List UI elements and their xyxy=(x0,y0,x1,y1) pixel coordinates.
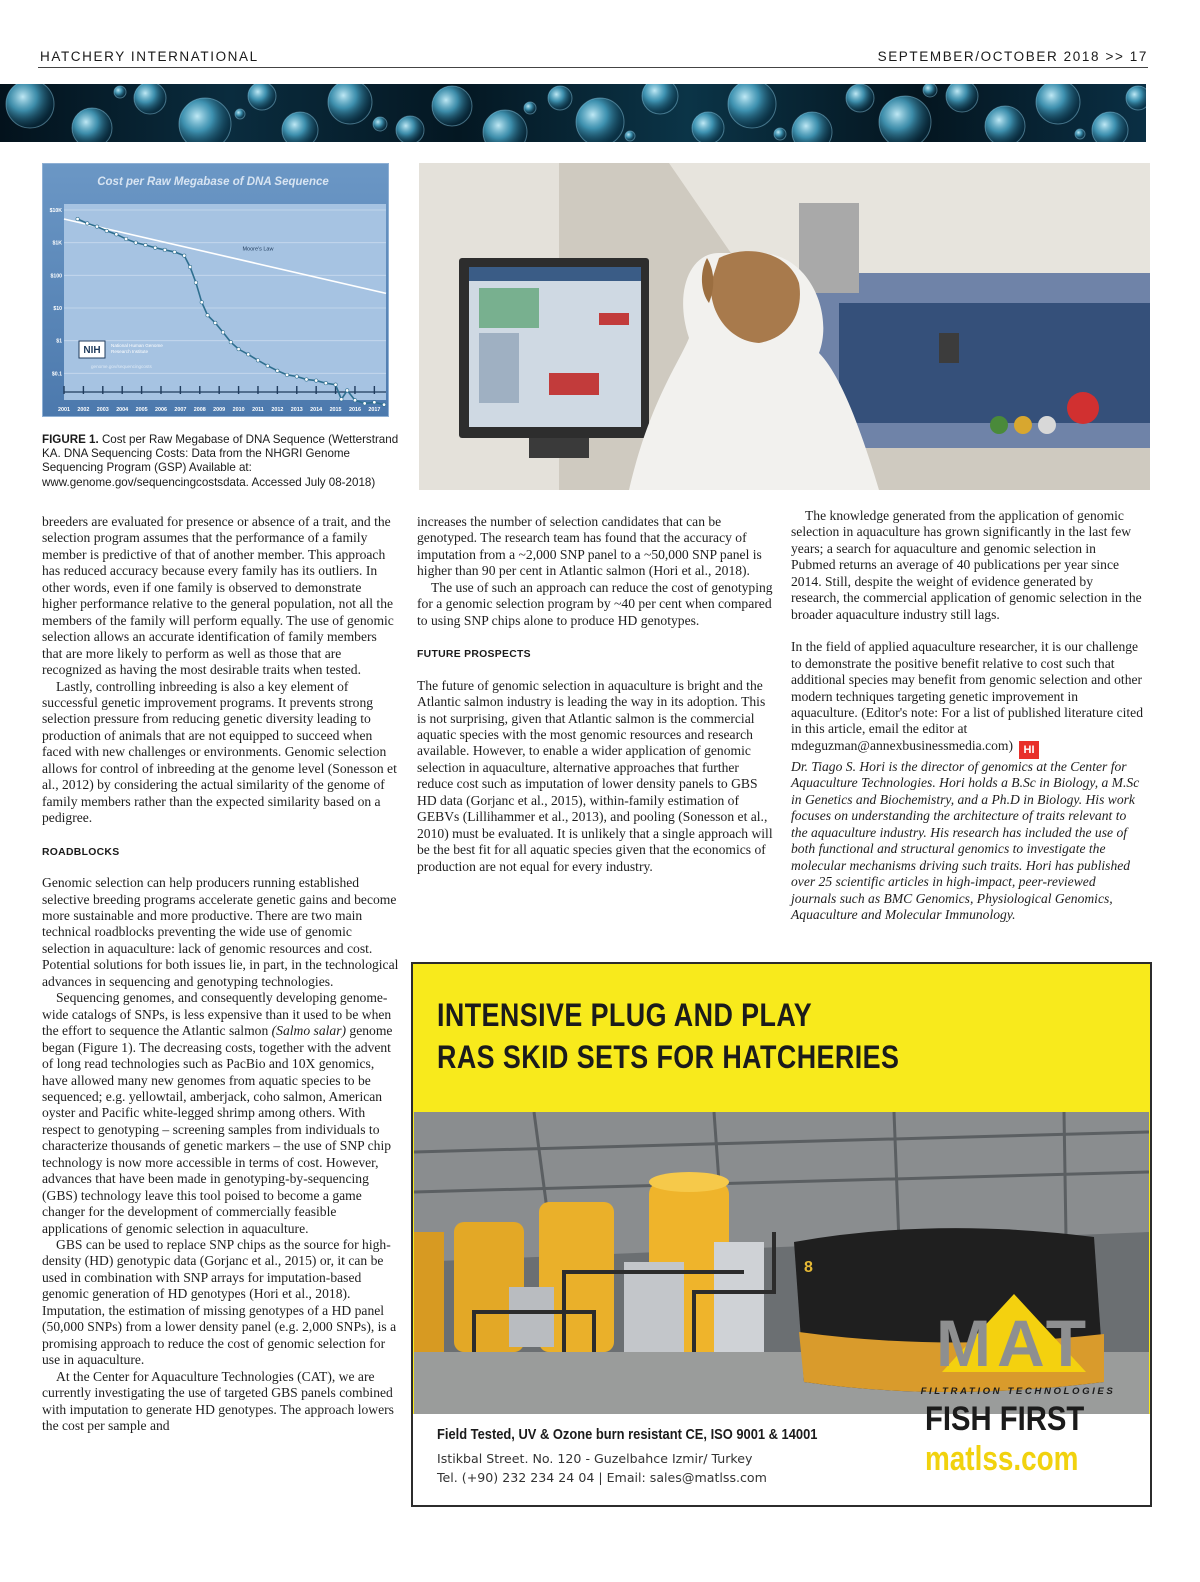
lab-photo xyxy=(419,163,1150,490)
article-column-1 xyxy=(42,514,399,1434)
paragraph: breeders are evaluated for presence or absence of a trait, and the selection program assumes that the performance of a family member is predictive of that of another member. This approach has reduced accuracy because every family has its outliers. In other words, even if one family is observed to demonstrate higher performance relative to the general population, not all the members of the family will perform equally. The use of genomic selection allows an accurate identification of family members that are more likely to perform as well as those that are recognized as having the most desirable traits when tested. xyxy=(42,514,394,678)
x-tick-label: 2003 xyxy=(96,407,109,413)
cost-data-point xyxy=(221,331,224,334)
cost-data-point xyxy=(256,359,259,362)
cost-data-point xyxy=(153,246,156,249)
cost-data-point xyxy=(173,250,176,253)
x-tick-label: 2016 xyxy=(348,407,361,413)
cost-data-point xyxy=(353,399,356,402)
y-tick-label: $10 xyxy=(53,306,62,312)
paragraph xyxy=(42,990,399,1237)
cost-data-point xyxy=(214,321,217,324)
cost-data-point xyxy=(134,241,137,244)
cost-data-point xyxy=(144,243,147,246)
paragraph: Lastly, controlling inbreeding is also a key element of successful genetic improvement programs. It prevents strong selection pressure from reducing genetic diversity leading to production of animals that are not equipped to succeed when faced with new challenges or environments. Genomic selection allows for control of inbreeding at the genome level (Sonesson et al., 2012) by considering the actual similarity of the genome of family members rather than the expected similarity based on a pedigree. xyxy=(42,678,397,826)
paragraph: At the Center for Aquaculture Technologies (CAT), we are currently investigating the use of targeted GBS panels combined with imputation to generate HD genotypes. The approach lowers the cost per sample and xyxy=(42,1368,394,1434)
dna-cost-chart xyxy=(42,163,389,417)
x-tick-label: 2011 xyxy=(252,407,264,413)
lab-photo-art xyxy=(419,163,1150,490)
ad-address: Istikbal Street. No. 120 - Guzelbahce Izmir/ Turkey xyxy=(437,1451,753,1466)
paragraph: The knowledge generated from the application of genomic selection in aquaculture has grown significantly in the last few years; a search for aquaculture and genomic selection in Pubmed returns an average of 40 publications per year since 2014. Still, despite the weight of evidence generated by research, the commercial application of genomic selection in the broader aquaculture industry still lags. xyxy=(791,508,1142,622)
figure-caption-text: Cost per Raw Megabase of DNA Sequence (Wetterstrand KA. DNA Sequencing Costs: Data from the NHGRI Genome Sequencing Program (GSP) Available at: www.genome.gov/sequencingcostsdata. Accessed July 08-2018) xyxy=(42,433,399,489)
nih-name-line1: National Human Genome xyxy=(111,343,163,348)
y-tick-label: $10K xyxy=(49,208,62,214)
x-tick-label: 2006 xyxy=(154,407,167,413)
ad-website-link[interactable]: matlss.com xyxy=(925,1440,1079,1478)
y-tick-label: $100 xyxy=(50,273,62,280)
cost-data-point xyxy=(183,254,186,257)
ad-headline-line: INTENSIVE PLUG AND PLAY xyxy=(437,997,813,1033)
cost-data-point xyxy=(86,222,89,225)
moores-law-label: Moore's Law xyxy=(242,246,274,253)
text-run: Sequencing genomes, and consequently developing genome-wide catalogs of SNPs, is less expensive than it used to be when the effort to sequence the Atlantic salmon xyxy=(42,990,392,1039)
cost-data-point xyxy=(305,378,308,381)
cost-data-point xyxy=(266,364,269,367)
cost-data-point xyxy=(314,379,317,382)
y-tick-label: $1 xyxy=(56,338,62,345)
bubble-banner-art xyxy=(0,84,1146,142)
cost-data-point xyxy=(285,373,288,376)
x-tick-label: 2001 xyxy=(58,407,70,413)
species-name: (Salmo salar) xyxy=(271,1023,347,1039)
issue-page-number: SEPTEMBER/OCTOBER 2018 >> 17 xyxy=(877,49,1148,64)
cost-data-point xyxy=(105,229,108,232)
ad-contact[interactable]: Tel. (+90) 232 234 24 04 | Email: sales@matlss.com xyxy=(437,1470,767,1485)
article-column-3 xyxy=(791,508,1143,923)
bubble-banner xyxy=(0,84,1146,142)
cost-data-point xyxy=(194,281,197,284)
x-tick-label: 2008 xyxy=(193,407,206,413)
x-tick-label: 2015 xyxy=(329,407,342,413)
cost-data-point xyxy=(115,233,118,236)
nih-mark: NIH xyxy=(83,345,101,356)
x-tick-label: 2009 xyxy=(213,407,226,413)
paragraph: The future of genomic selection in aquaculture is bright and the Atlantic salmon industry is leading the way in its adoption. This is not surprising, given that Atlantic salmon is the commercial aquatic species with the most genomic resources and research available. However, to enable a wider application of genomic selection in aquaculture, alternative approaches that further reduce cost such as imputation of lower density panels to GBS HD data (Gorjanc et al., 2015), within-family estimation of GEBVs (Lillihammer et al., 2013), and pooling (Sonesson et al., 2010) must be evaluated. It is unlikely that a single approach will be the best fit for all aquatic species given that the economics of production are not equal for every industry. xyxy=(417,677,773,874)
chart-y-ticks xyxy=(50,208,63,377)
paragraph: The use of such an approach can reduce the cost of genotyping for a genomic selection program by ~40 per cent when compared to using SNP chips alone to produce HD genotypes. xyxy=(417,579,773,628)
section-heading-roadblocks: ROADBLOCKS xyxy=(42,846,120,858)
mat-advertisement[interactable] xyxy=(411,962,1152,1507)
ad-headline-line: RAS SKID SETS FOR HATCHERIES xyxy=(437,1039,900,1075)
paragraph: Genomic selection can help producers running established selective breeding programs accelerate genetic gains and become more sustainable and more productive. There are two main technical roadblocks preventing the wide use of genomic selection in aquaculture: lack of genomic resources and cost. Potential solutions for both issues lie, in part, in the technological advances in sequencing and genotyping technologies. xyxy=(42,875,399,989)
ad-certification: Field Tested, UV & Ozone burn resistant CE, ISO 9001 & 14001 xyxy=(437,1426,818,1443)
nih-url: genome.gov/sequencingcosts xyxy=(91,364,152,369)
cost-data-point xyxy=(124,237,127,240)
y-tick-label: $1K xyxy=(52,240,62,247)
running-head xyxy=(40,47,1148,67)
tank-number: 8 xyxy=(804,1259,813,1276)
text-run: In the field of applied aquaculture researcher, it is our challenge to demonstrate the positive benefit relative to cost such that additional species may benefit from genomic selection and other modern techniques targeting genetic improvement in aquaculture. (Editor's note: For a list of published literature cited in this article, email the editor at mdeguzman@annexbusinessmedia.com) xyxy=(791,639,1144,753)
x-tick-label: 2014 xyxy=(310,407,323,413)
cost-data-point xyxy=(276,369,279,372)
x-tick-label: 2007 xyxy=(174,407,187,413)
ad-headline xyxy=(437,994,899,1078)
paragraph xyxy=(791,639,1143,759)
cost-data-point xyxy=(334,383,337,386)
figure-caption xyxy=(42,433,402,490)
x-tick-label: 2005 xyxy=(135,407,148,413)
cost-data-point xyxy=(346,389,349,392)
cost-data-point xyxy=(247,353,250,356)
cost-data-point xyxy=(95,225,98,228)
cost-data-point xyxy=(76,217,79,220)
mat-tagline: FILTRATION TECHNOLOGIES xyxy=(920,1386,1116,1397)
mat-logo-text: MAT xyxy=(935,1306,1093,1380)
x-tick-label: 2010 xyxy=(232,407,245,413)
cost-data-point xyxy=(340,398,343,401)
cost-data-point xyxy=(237,347,240,350)
cost-data-point xyxy=(188,265,191,268)
cost-data-point xyxy=(206,314,209,317)
figure-label: FIGURE 1. xyxy=(42,433,99,446)
cost-data-point xyxy=(382,403,385,406)
end-mark-icon: HI xyxy=(1019,741,1039,759)
x-tick-label: 2004 xyxy=(116,407,129,413)
cost-data-point xyxy=(229,340,232,343)
text-run: genome began (Figure 1). The decreasing costs, together with the advent of long read technologies such as PacBio and 10X genomics, have allowed many new genomes from aquatic species to be sequenced; e.g. yellowtail, amberjack, coho salmon, American oyster and Pacific white-legged shrimp among others. With respect to genotyping – screening samples from individuals to characterize thousands of genetic markers – the use of SNP chip technology is now more accessible in terms of cost. However, advances that have been made in genotyping-by-sequencing (GBS) technology leave this tool poised to become a game changer for the development of commercially feasible applications of genomic selection in aquaculture. xyxy=(42,1023,393,1236)
paragraph: GBS can be used to replace SNP chips as the source for high-density (HD) genotypic data (Gorjanc et al., 2015) or, it can be used in combination with SNP arrays for imputation-based genomic generation of HD genotypes (Hori et al., 2018). Imputation, the estimation of missing genotypes of a HD panel (50,000 SNPs) from a lower density panel (e.g. 2,000 SNPs), is a promising approach to reduce the cost of genomic selection for use in aquaculture. xyxy=(42,1237,397,1368)
dna-cost-chart-svg xyxy=(43,164,389,417)
section-heading-future-prospects: FUTURE PROSPECTS xyxy=(417,649,531,661)
nih-name-line2: Research Institute xyxy=(111,349,149,354)
paragraph: increases the number of selection candidates that can be genotyped. The research team has found that the accuracy of imputation from a ~2,000 SNP panel to a ~50,000 SNP panel is higher than 90 per cent in Atlantic salmon (Hori et al., 2018). xyxy=(417,514,762,579)
mat-logo xyxy=(896,1288,1132,1382)
cost-data-point xyxy=(295,375,298,378)
chart-title: Cost per Raw Megabase of DNA Sequence xyxy=(97,176,329,188)
x-tick-label: 2013 xyxy=(290,407,303,413)
cost-data-point xyxy=(363,402,366,405)
x-tick-label: 2002 xyxy=(77,407,90,413)
x-tick-label: 2012 xyxy=(271,407,284,413)
article-column-2 xyxy=(417,514,773,875)
ad-slogan: FISH FIRST xyxy=(925,1400,1085,1438)
cost-data-point xyxy=(163,248,166,251)
header-rule xyxy=(38,67,1148,68)
x-tick-label: 2017 xyxy=(368,407,381,413)
cost-data-point xyxy=(200,301,203,304)
cost-data-point xyxy=(324,381,327,384)
y-tick-label: $0.1 xyxy=(51,371,62,378)
author-bio: Dr. Tiago S. Hori is the director of genomics at the Center for Aquaculture Technologies. Hori holds a B.Sc in Biology, a M.Sc in Genetics and Biochemistry, and a Ph.D in Biology. His work focuses on understanding the architecture of traits relevant to the aquaculture industry. His research has included the use of both functional and structural genomics to investigate the molecular mechanisms driving such traits. Hori has published over 25 scientific articles in high-impact, peer-reviewed journals such as BMC Genomics, Physiological Genomics, Aquaculture and Molecular Immunology. xyxy=(791,758,1140,922)
cost-data-point xyxy=(373,401,376,404)
publication-name: HATCHERY INTERNATIONAL xyxy=(40,49,259,64)
